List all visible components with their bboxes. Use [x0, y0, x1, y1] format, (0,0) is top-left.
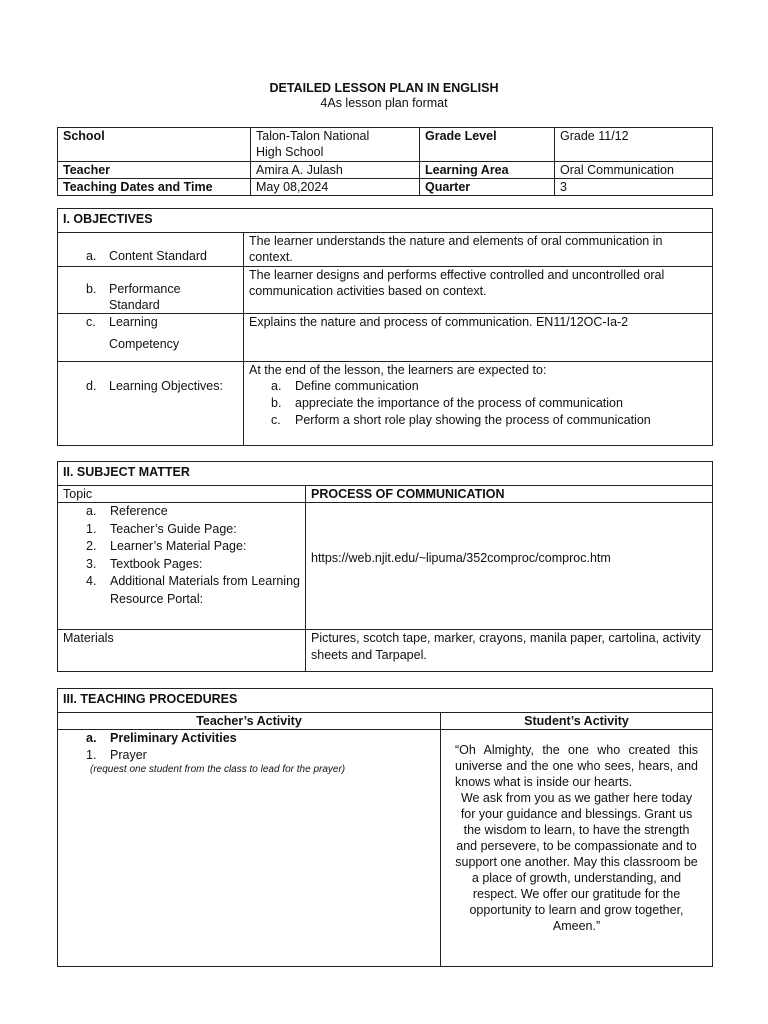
reference-list — [58, 503, 306, 630]
preliminary-activities: a. Preliminary Activities — [86, 731, 237, 746]
document-title: DETAILED LESSON PLAN IN ENGLISH — [269, 81, 499, 95]
topic-label: Topic — [58, 486, 306, 503]
reference-item: 4. Additional Materials from Learning Resource Portal: — [86, 574, 300, 606]
grade-level-value: Grade 11/12 — [555, 128, 713, 162]
student-activity-header: Student’s Activity — [441, 713, 713, 730]
content-standard-label: a. Content Standard — [58, 233, 244, 267]
topic-value: PROCESS OF COMMUNICATION — [306, 486, 713, 503]
reference-item: 2. Learner’s Material Page: — [86, 539, 247, 554]
prayer-paragraph-1: “Oh Almighty, the one who created this universe and the one who sees, hears, and knows what is inside our hearts. — [455, 743, 699, 790]
performance-standard-text: The learner designs and performs effective controlled and uncontrolled oral communication activities based on context. — [244, 266, 713, 314]
objectives-table — [57, 208, 713, 446]
objective-item: b. appreciate the importance of the process of communication — [271, 396, 623, 411]
school-value: Talon-Talon National High School — [251, 128, 420, 162]
teacher-label: Teacher — [58, 161, 251, 178]
learning-objectives-label: d. Learning Objectives: — [58, 362, 244, 446]
objective-item: a. Define communication — [271, 379, 419, 394]
teaching-dates-value: May 08,2024 — [251, 178, 420, 195]
learning-area-label: Learning Area — [420, 161, 555, 178]
reference-heading: a. Reference — [86, 504, 168, 519]
prayer-note: (request one student from the class to lead for the prayer) — [90, 763, 346, 775]
learning-objectives-content — [244, 362, 713, 446]
learning-area-value: Oral Communication — [555, 161, 713, 178]
teaching-dates-label: Teaching Dates and Time — [58, 178, 251, 195]
subject-matter-heading: II. SUBJECT MATTER — [58, 462, 713, 486]
learning-competency-text: Explains the nature and process of communication. EN11/12OC-Ia-2 — [244, 314, 713, 362]
learning-objectives-intro: At the end of the lesson, the learners are expected to: — [249, 363, 547, 377]
objectives-heading: I. OBJECTIVES — [58, 209, 713, 233]
school-label: School — [58, 128, 251, 162]
content-standard-text: The learner understands the nature and elements of oral communication in context. — [244, 233, 713, 267]
teaching-procedures-table — [57, 688, 713, 967]
teacher-activity-cell — [58, 730, 441, 967]
prayer-paragraph-2: We ask from you as we gather here today for your guidance and blessings. Grant us the wisdom to learn, to have the strength and persevere, to be compassionate and to support one another. May this classroom be a place of growth, understanding, and respect. We offer our gratitude for the opportunity to learn and grow together, Ameen.” — [455, 791, 698, 934]
teacher-activity-header: Teacher’s Activity — [58, 713, 441, 730]
info-table — [57, 127, 713, 196]
learning-competency-label: c. Learning Competency — [58, 314, 244, 362]
objective-item: c. Perform a short role play showing the process of communication — [271, 413, 651, 428]
reference-item: 1. Teacher’s Guide Page: — [86, 521, 237, 536]
teacher-value: Amira A. Julash — [251, 161, 420, 178]
performance-standard-label: b. Performance Standard — [58, 266, 244, 314]
reference-item: 3. Textbook Pages: — [86, 556, 203, 571]
reference-url: https://web.njit.edu/~lipuma/352comproc/comproc.htm — [306, 503, 713, 630]
grade-level-label: Grade Level — [420, 128, 555, 162]
materials-label: Materials — [58, 630, 306, 672]
procedures-heading: III. TEACHING PROCEDURES — [58, 689, 713, 713]
materials-value: Pictures, scotch tape, marker, crayons, manila paper, cartolina, activity sheets and Tarpapel. — [306, 630, 713, 672]
student-activity-cell — [441, 730, 713, 967]
quarter-value: 3 — [555, 178, 713, 195]
document-subtitle: 4As lesson plan format — [320, 96, 448, 110]
prayer-item: 1. Prayer — [86, 747, 147, 762]
subject-matter-table — [57, 461, 713, 672]
quarter-label: Quarter — [420, 178, 555, 195]
